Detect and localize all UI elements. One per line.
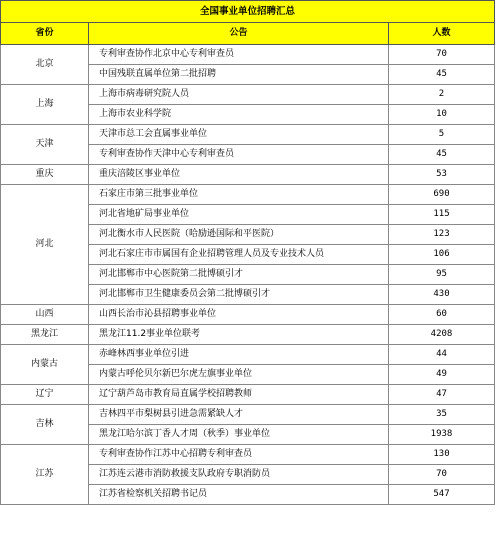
notice-cell[interactable]: 河北省地矿局事业单位: [89, 205, 389, 225]
table-row: [1, 325, 495, 345]
notice-cell[interactable]: 赤峰林西事业单位引进: [89, 345, 389, 365]
count-cell[interactable]: 5: [389, 125, 495, 145]
count-cell[interactable]: 70: [389, 465, 495, 485]
table-row: [1, 445, 495, 465]
province-cell[interactable]: 河北: [1, 185, 89, 305]
count-cell[interactable]: 123: [389, 225, 495, 245]
notice-cell[interactable]: 专利审查协作北京中心专利审查员: [89, 45, 389, 65]
province-cell[interactable]: 内蒙古: [1, 345, 89, 385]
notice-cell[interactable]: 河北石家庄市市属国有企业招聘管理人员及专业技术人员: [89, 245, 389, 265]
count-cell[interactable]: 60: [389, 305, 495, 325]
count-cell[interactable]: 430: [389, 285, 495, 305]
table-row: [1, 305, 495, 325]
table-row: [1, 345, 495, 365]
count-cell[interactable]: 70: [389, 45, 495, 65]
notice-cell[interactable]: 专利审查协作江苏中心招聘专利审查员: [89, 445, 389, 465]
notice-cell[interactable]: 天津市总工会直属事业单位: [89, 125, 389, 145]
table-title[interactable]: 全国事业单位招聘汇总: [1, 1, 495, 23]
province-cell[interactable]: 江苏: [1, 445, 89, 505]
count-cell[interactable]: 35: [389, 405, 495, 425]
notice-cell[interactable]: 中国残联直属单位第二批招聘: [89, 65, 389, 85]
count-cell[interactable]: 106: [389, 245, 495, 265]
count-cell[interactable]: 49: [389, 365, 495, 385]
notice-cell[interactable]: 江苏连云港市消防救援支队政府专职消防员: [89, 465, 389, 485]
header-notice[interactable]: 公告: [89, 23, 389, 45]
notice-cell[interactable]: 上海市病毒研究院人员: [89, 85, 389, 105]
count-cell[interactable]: 10: [389, 105, 495, 125]
count-cell[interactable]: 547: [389, 485, 495, 505]
province-cell[interactable]: 上海: [1, 85, 89, 125]
count-cell[interactable]: 2: [389, 85, 495, 105]
notice-cell[interactable]: 河北邯郸市中心医院第二批博硕引才: [89, 265, 389, 285]
table-row: [1, 125, 495, 145]
title-row: [1, 1, 495, 23]
notice-cell[interactable]: 江苏省检察机关招聘书记员: [89, 485, 389, 505]
table-row: [1, 85, 495, 105]
table-row: [1, 185, 495, 205]
province-cell[interactable]: 北京: [1, 45, 89, 85]
notice-cell[interactable]: 上海市农业科学院: [89, 105, 389, 125]
table-row: [1, 165, 495, 185]
notice-cell[interactable]: 山西长治市沁县招聘事业单位: [89, 305, 389, 325]
count-cell[interactable]: 130: [389, 445, 495, 465]
count-cell[interactable]: 44: [389, 345, 495, 365]
table-row: [1, 45, 495, 65]
notice-cell[interactable]: 重庆涪陵区事业单位: [89, 165, 389, 185]
table-row: [1, 385, 495, 405]
notice-cell[interactable]: 内蒙古呼伦贝尔新巴尔虎左旗事业单位: [89, 365, 389, 385]
count-cell[interactable]: 53: [389, 165, 495, 185]
count-cell[interactable]: 115: [389, 205, 495, 225]
province-cell[interactable]: 黑龙江: [1, 325, 89, 345]
count-cell[interactable]: 45: [389, 65, 495, 85]
notice-cell[interactable]: 河北衡水市人民医院（哈励逊国际和平医院）: [89, 225, 389, 245]
notice-cell[interactable]: 黑龙江哈尔滨丁香人才周（秋季）事业单位: [89, 425, 389, 445]
province-cell[interactable]: 吉林: [1, 405, 89, 445]
province-cell[interactable]: 辽宁: [1, 385, 89, 405]
count-cell[interactable]: 1938: [389, 425, 495, 445]
table-row: [1, 405, 495, 425]
province-cell[interactable]: 山西: [1, 305, 89, 325]
notice-cell[interactable]: 石家庄市第三批事业单位: [89, 185, 389, 205]
count-cell[interactable]: 45: [389, 145, 495, 165]
count-cell[interactable]: 95: [389, 265, 495, 285]
header-count[interactable]: 人数: [389, 23, 495, 45]
notice-cell[interactable]: 专利审查协作天津中心专利审查员: [89, 145, 389, 165]
notice-cell[interactable]: 吉林四平市梨树县引进急需紧缺人才: [89, 405, 389, 425]
notice-cell[interactable]: 河北邯郸市卫生健康委员会第二批博硕引才: [89, 285, 389, 305]
header-province[interactable]: 省份: [1, 23, 89, 45]
notice-cell[interactable]: 黑龙江11.2事业单位联考: [89, 325, 389, 345]
header-row: [1, 23, 495, 45]
count-cell[interactable]: 4208: [389, 325, 495, 345]
notice-cell[interactable]: 辽宁葫芦岛市教育局直属学校招聘教师: [89, 385, 389, 405]
province-cell[interactable]: 天津: [1, 125, 89, 165]
province-cell[interactable]: 重庆: [1, 165, 89, 185]
count-cell[interactable]: 690: [389, 185, 495, 205]
count-cell[interactable]: 47: [389, 385, 495, 405]
